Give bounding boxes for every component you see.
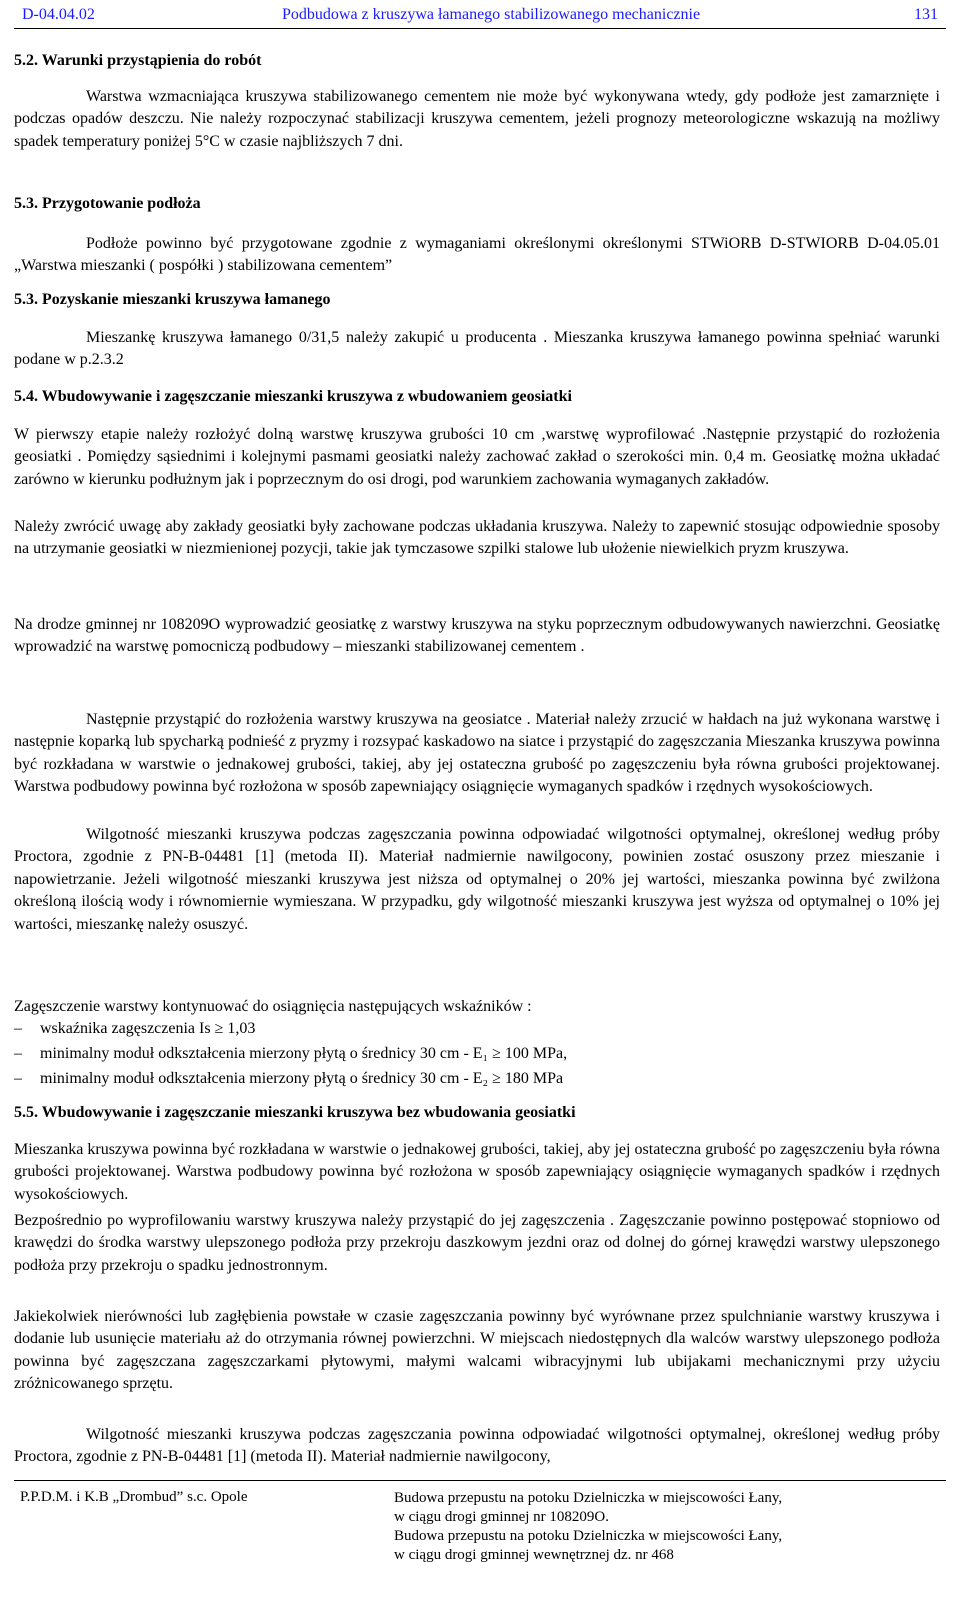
- list-item-text: minimalny moduł odkształcenia mierzony płytą o średnicy 30 cm - E₂ ≥ 180 MPa: [40, 1070, 564, 1087]
- footer-project-line: w ciągu drogi gminnej nr 108209O.: [394, 1509, 609, 1525]
- header-title: Podbudowa z kruszywa łamanego stabilizowanego mechanicznie: [282, 6, 701, 23]
- section-5-4-paragraph-6: Zagęszczenie warstwy kontynuować do osiągnięcia następujących wskaźników :: [14, 998, 532, 1015]
- dash-bullet-icon: –: [14, 1070, 22, 1087]
- section-5-2-title: 5.2. Warunki przystąpienia do robót: [14, 52, 262, 69]
- section-5-5-paragraph-2: Bezpośrednio po wyprofilowaniu warstwy kruszywa należy przystąpić do jej zagęszczenia . Zagęszczanie powinno postępować stopniowo od krawędzi do środka warstwy ulepszonego podłoża przy przekroju daszkowym jezdni oraz od dolnej do górnej krawędzi warstwy ulepszonego podłoża przy przekroju o spadku jednostronnym.: [14, 1212, 940, 1274]
- section-5-5-paragraph-1: Mieszanka kruszywa powinna być rozkładana w warstwie o jednakowej grubości, takiej, aby jej ostateczna grubość po zagęszczeniu była równa grubości projektowanej. Warstwa podbudowy powinna być rozłożona w sposób zapewniający osiągnięcie wymaganych spadków i rzędnych wysokościowych.: [14, 1141, 940, 1203]
- section-5-3-paragraph: Podłoże powinno być przygotowane zgodnie z wymaganiami określonymi określonymi STWiORB D-STWIORB D-04.05.01 „Warstwa mieszanki ( pospółki ) stabilizowana cementem”: [14, 235, 940, 275]
- list-item-text: wskaźnika zagęszczenia Is ≥ 1,03: [40, 1020, 256, 1037]
- section-5-4-paragraph-2: Należy zwrócić uwagę aby zakłady geosiatki były zachowane podczas układania kruszywa. Należy to zapewnić stosując odpowiednie sposoby na utrzymanie geosiatki w niezmienionej pozycji, takie jak tymczasowe szpilki stalowe lub ułożenie niewielkich pryzm kruszywa.: [14, 518, 940, 558]
- section-5-4-paragraph-3: Na drodze gminnej nr 108209O wyprowadzić geosiatkę z warstwy kruszywa na styku poprzecznym odbudowywanych nawierzchni. Geosiatkę wprowadzić na warstwę pomocniczą podbudowy – mieszanki stabilizowanej cementem .: [14, 616, 940, 656]
- dash-bullet-icon: –: [14, 1020, 22, 1037]
- list-item: [14, 1020, 940, 1045]
- section-5-5-paragraph-4: Wilgotność mieszanki kruszywa podczas zagęszczania powinna odpowiadać wilgotności optymalnej, określonej według próby Proctora, zgodnie z PN-B-04481 [1] (metoda II). Materiał nadmiernie nawilgocony,: [14, 1426, 940, 1466]
- header-page-number: 131: [914, 6, 938, 23]
- header-doc-code: D-04.04.02: [22, 6, 95, 23]
- footer-project-line: Budowa przepustu na potoku Dzielniczka w miejscowości Łany,: [394, 1528, 783, 1544]
- dash-bullet-icon: –: [14, 1045, 22, 1062]
- footer-project: [394, 1489, 934, 1565]
- requirements-list: [14, 1020, 940, 1095]
- section-5-4-paragraph-1: W pierwszy etapie należy rozłożyć dolną warstwę kruszywa grubości 10 cm ,warstwę wyprofilować .Następnie przystąpić do rozłożenia geosiatki . Pomiędzy sąsiednimi i kolejnymi pasmami geosiatki należy zachować zakład o szerokości min. 0,4 m. Geosiatkę można układać zarówno w kierunku podłużnym jak i poprzecznym do osi drogi, pod warunkiem zachowania wymaganych zakładów.: [14, 426, 940, 488]
- section-5-5-title: 5.5. Wbudowywanie i zagęszczanie mieszanki kruszywa bez wbudowania geosiatki: [14, 1104, 576, 1121]
- page-footer: [14, 1480, 946, 1563]
- list-item-text: minimalny moduł odkształcenia mierzony płytą o średnicy 30 cm - E₁ ≥ 100 MPa,: [40, 1045, 568, 1062]
- footer-project-line: Budowa przepustu na potoku Dzielniczka w miejscowości Łany,: [394, 1490, 783, 1506]
- footer-project-line: w ciągu drogi gminnej wewnętrznej dz. nr 468: [394, 1547, 674, 1563]
- page-header: [14, 2, 946, 29]
- section-5-5-paragraph-3: Jakiekolwiek nierówności lub zagłębienia powstałe w czasie zagęszczania powinny być wyrównane przez spulchnianie warstwy kruszywa i dodanie lub usunięcie materiału aż do otrzymania równej powierzchni. W miejscach niedostępnych dla walców warstwy ulepszonego podłoża powinna być zagęszczana zagęszczarkami płytowymi, małymi walcami wibracyjnymi lub ubijakami mechanicznymi przy użyciu zróżnicowanego sprzętu.: [14, 1308, 940, 1393]
- list-item: [14, 1070, 940, 1095]
- section-5-3-title: 5.3. Przygotowanie podłoża: [14, 195, 201, 212]
- list-item: [14, 1045, 940, 1070]
- footer-company: P.P.D.M. i K.B „Drombud” s.c. Opole: [20, 1489, 248, 1505]
- section-5-3b-title: 5.3. Pozyskanie mieszanki kruszywa łamanego: [14, 291, 331, 308]
- section-5-2-paragraph: Warstwa wzmacniająca kruszywa stabilizowanego cementem nie może być wykonywana wtedy, gdy podłoże jest zamarznięte i podczas opadów deszczu. Nie należy rozpoczynać stabilizacji kruszywa cementem, jeżeli prognozy meteorologiczne wskazują na możliwy spadek temperatury poniżej 5°C w czasie najbliższych 7 dni.: [14, 88, 940, 150]
- section-5-4-paragraph-5: Wilgotność mieszanki kruszywa podczas zagęszczania powinna odpowiadać wilgotności optymalnej, określonej według próby Proctora, zgodnie z PN-B-04481 [1] (metoda II). Materiał nadmiernie nawilgocony, powinien zostać osuszony przez mieszanie i napowietrzanie. Jeżeli wilgotność mieszanki kruszywa jest niższa od optymalnej o 20% jej wartości, mieszanka powinna być zwilżona określoną ilością wody i równomiernie wymieszana. W przypadku, gdy wilgotność mieszanki kruszywa jest wyższa od optymalnej o 10% jej wartości, mieszankę należy osuszyć.: [14, 826, 940, 933]
- section-5-4-paragraph-4: Następnie przystąpić do rozłożenia warstwy kruszywa na geosiatce . Materiał należy zrzucić w hałdach na już wykonana warstwę i następnie koparką lub spycharką podnieść z pryzmy i rozsypać kaskadowo na siatce i przystąpić do zagęszczania Mieszanka kruszywa powinna być rozkładana w warstwie o jednakowej grubości, takiej, aby jej ostateczna grubość po zagęszczeniu była równa grubości projektowanej. Warstwa podbudowy powinna być rozłożona w sposób zapewniający osiągnięcie wymaganych spadków i rzędnych wysokościowych.: [14, 711, 940, 796]
- section-5-3b-paragraph: Mieszankę kruszywa łamanego 0/31,5 należy zakupić u producenta . Mieszanka kruszywa łamanego powinna spełniać warunki podane w p.2.3.2: [14, 329, 940, 369]
- section-5-4-title: 5.4. Wbudowywanie i zagęszczanie mieszanki kruszywa z wbudowaniem geosiatki: [14, 388, 572, 405]
